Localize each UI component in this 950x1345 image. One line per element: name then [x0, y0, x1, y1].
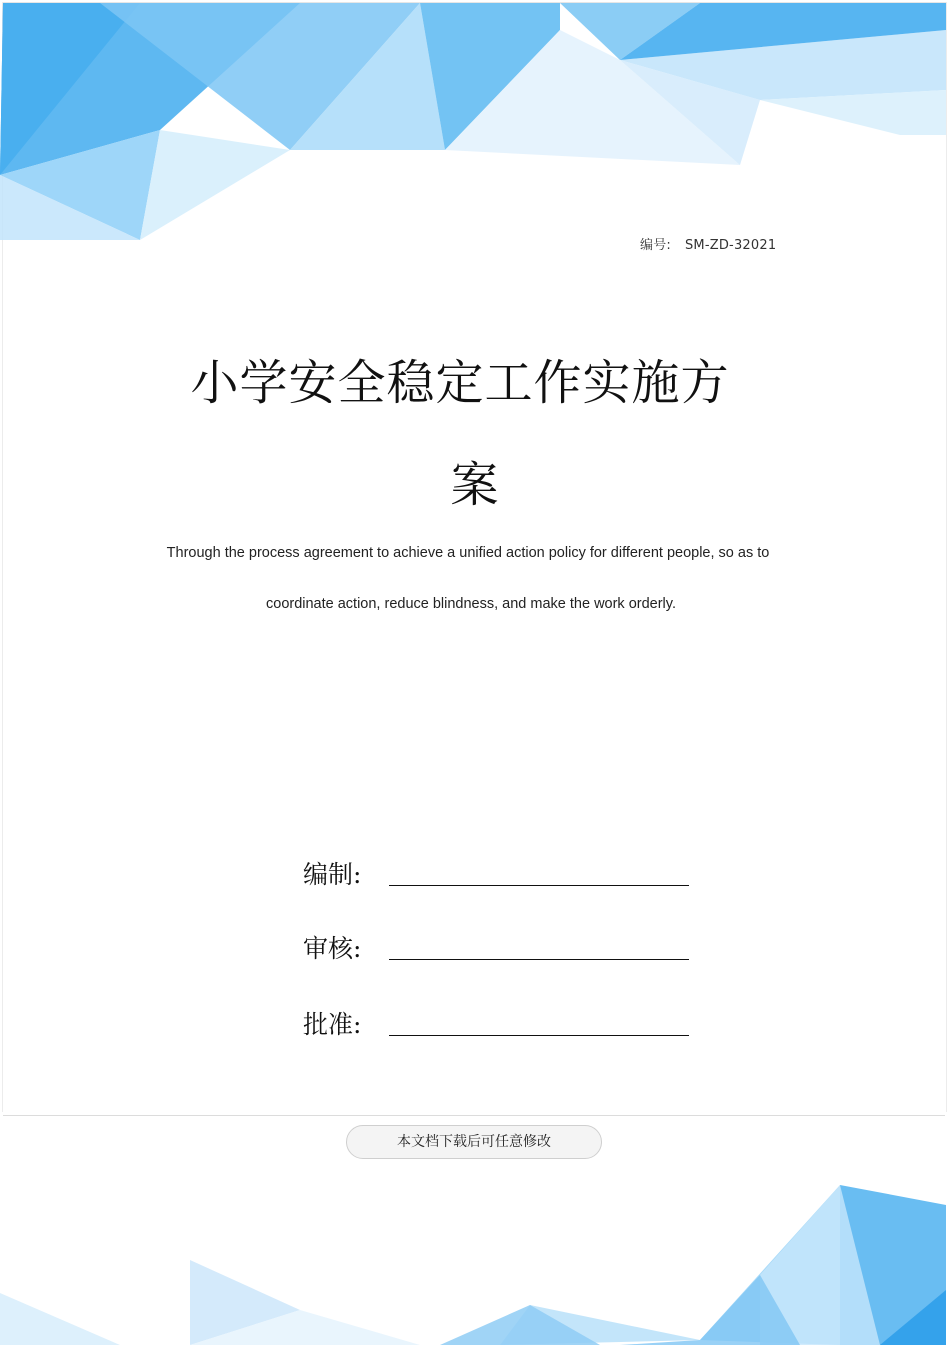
- document-subtitle-line-2: coordinate action, reduce blindness, and make the work orderly.: [266, 596, 676, 612]
- signature-row-reviewed: [303, 929, 703, 969]
- signature-label: 编制:: [303, 860, 362, 889]
- signature-blank-line[interactable]: [389, 885, 689, 886]
- top-polygon-banner: [0, 0, 950, 250]
- document-title-line-2: 案: [450, 457, 500, 513]
- signature-label: 审核:: [303, 934, 362, 963]
- document-number: [640, 234, 776, 253]
- signature-label: 批准:: [303, 1010, 362, 1039]
- document-subtitle-line-1: Through the process agreement to achieve a unified action policy for different people, so as to: [166, 545, 770, 561]
- document-title-line-1: 小学安全稳定工作实施方: [190, 355, 730, 411]
- document-number-label: 编号:: [640, 238, 671, 253]
- editable-notice-badge: 本文档下载后可任意修改: [346, 1125, 602, 1159]
- signature-blank-line[interactable]: [389, 1035, 689, 1036]
- signature-blank-line[interactable]: [389, 959, 689, 960]
- banner-shard: [0, 1293, 120, 1345]
- banner-shard: [140, 130, 290, 240]
- document-number-value: SM-ZD-32021: [684, 238, 777, 253]
- signature-row-approved: [303, 1005, 703, 1045]
- signature-row-compiled: [303, 855, 703, 895]
